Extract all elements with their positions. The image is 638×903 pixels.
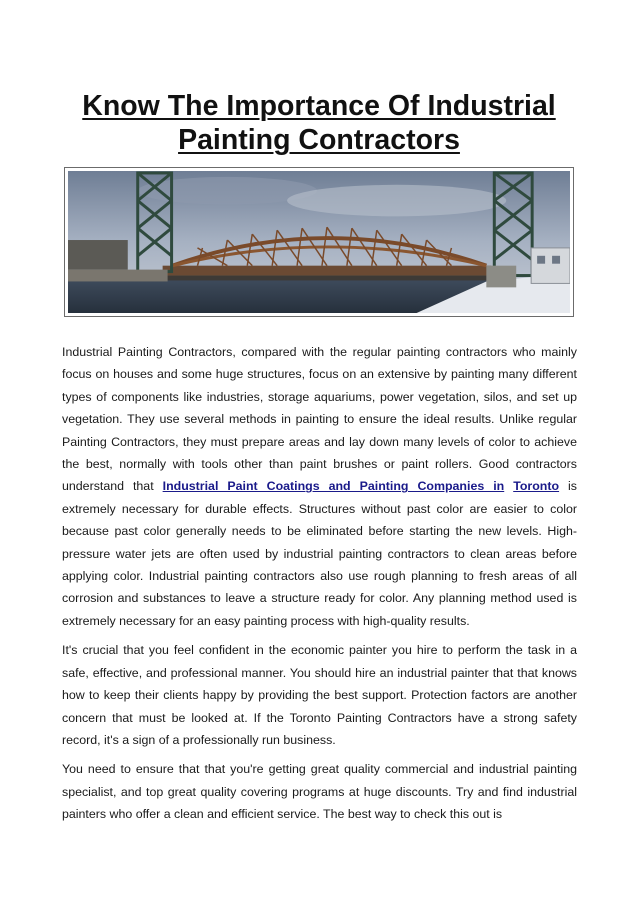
- article-body: [62, 341, 577, 833]
- toronto-link[interactable]: Toronto: [513, 479, 560, 494]
- paragraph-3: You need to ensure that that you're getting great quality commercial and industrial painting specialist, and top great quality covering programs at huge discounts. Try and find industrial painters who offer a clean and efficient service. The best way to check this out is: [62, 762, 577, 822]
- title-line-1: Know The Importance Of Industrial: [82, 90, 556, 123]
- bridge-photo: [64, 167, 574, 317]
- industrial-paint-coatings-link[interactable]: Industrial Paint Coatings and Painting Companies in: [162, 479, 505, 494]
- page-title: [40, 89, 598, 157]
- paragraph-1-intro: Industrial Painting Contractors, compared with the regular painting contractors who mainly focus on houses and some huge structures, focus on an extensive by painting many different types of components like industries, storage aquariums, power vegetation, silos, and set up vegetation. They use several methods in painting to ensure the ideal results. Unlike regular Painting Contractors, they must prepare areas and lay down many levels of color to achieve the best, normally with tools other than paint brushes or paint rollers. Good contractors understand that: [62, 345, 577, 494]
- link-space: [504, 479, 513, 493]
- paragraph-1-rest: is extremely necessary for durable effects. Structures without past color are easier to color because past color generally needs to be eliminated before starting the new levels. High-pressure water jets are often used by industrial painting contractors to clean areas before applying color. Industrial painting contractors also use rough planning to fresh areas of all corrosion and substances to leave a structure ready for color. Any planning method used is extremely necessary for an easy painting process with high-quality results.: [62, 479, 577, 628]
- paragraph-2: It's crucial that you feel confident in the economic painter you hire to perform the task in a safe, effective, and professional manner. You should hire an industrial painter that that knows how to keep their clients happy by providing the best support. Protection factors are another concern that must be looked at. If the Toronto Painting Contractors have a strong safety record, it's a sign of a professionally run business.: [62, 643, 577, 747]
- bridge-photo-icon: [68, 171, 570, 313]
- title-line-2: Painting Contractors: [178, 124, 460, 157]
- paragraph-1: [62, 341, 577, 632]
